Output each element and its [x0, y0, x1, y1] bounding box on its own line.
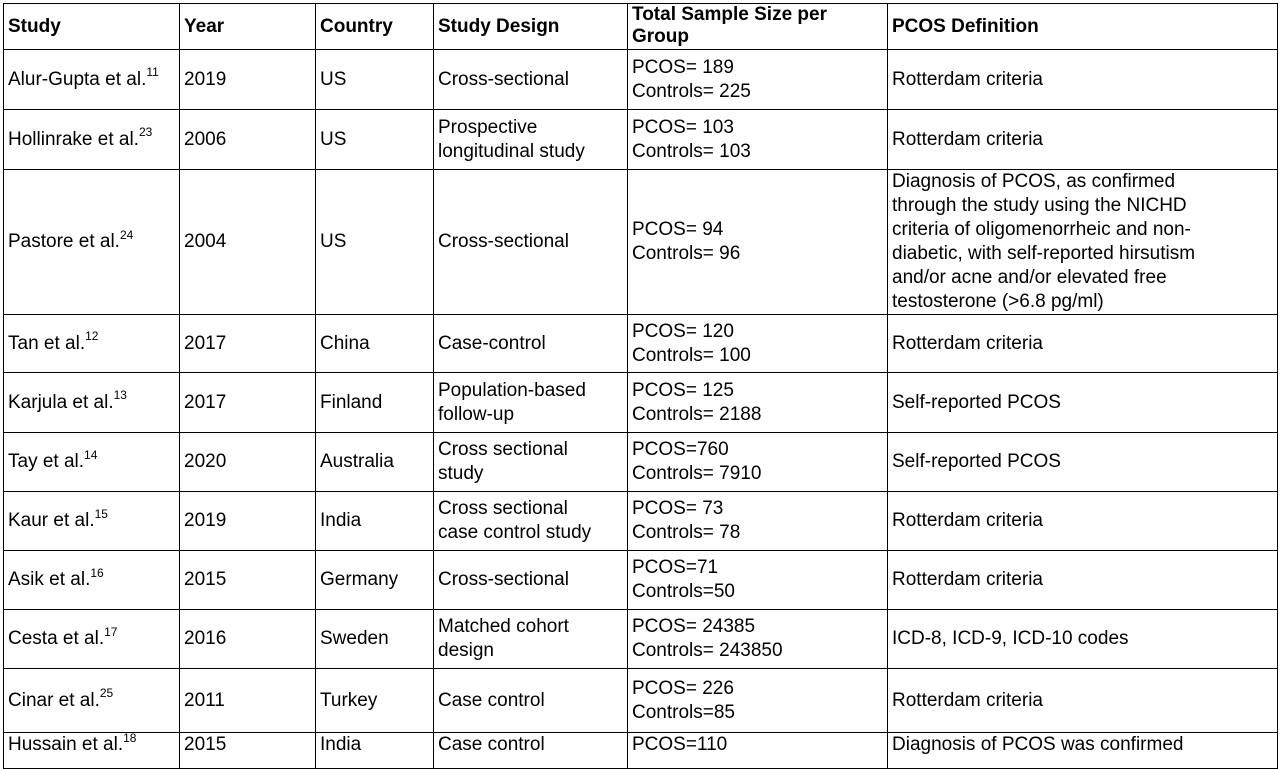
cell-sample-size-line: PCOS= 120	[632, 320, 734, 342]
studies-table	[3, 3, 1278, 769]
cell-sample-size-line: PCOS= 125	[632, 379, 734, 401]
study-name: Hussain et al.	[8, 734, 124, 755]
cell-country: US	[316, 50, 434, 110]
study-name: Alur-Gupta et al.	[8, 68, 147, 90]
cell-year: 2017	[180, 315, 316, 373]
cell-year: 2006	[180, 110, 316, 170]
header-pcos-definition: PCOS Definition	[888, 4, 1278, 50]
cell-country: Australia	[316, 433, 434, 492]
cell-study-design-line: longitudinal study	[438, 140, 585, 162]
study-name: Hollinrake et al.	[8, 128, 139, 150]
cell-pcos-definition-line: Rotterdam criteria	[892, 68, 1043, 90]
table-row	[4, 492, 1278, 551]
cell-sample-size-line: Controls= 7910	[632, 463, 762, 484]
cell-study-design	[434, 50, 628, 110]
reference-number: 14	[84, 447, 98, 462]
table-row	[4, 669, 1278, 733]
cell-country: China	[316, 315, 434, 373]
cell-study-design-line: Matched cohort	[438, 616, 569, 637]
table-header-row	[4, 4, 1278, 50]
cell-pcos-definition-line: Rotterdam criteria	[892, 128, 1043, 150]
cell-pcos-definition	[888, 551, 1278, 610]
cell-sample-size	[628, 733, 888, 769]
cell-country: Sweden	[316, 610, 434, 669]
reference-number: 15	[94, 506, 108, 521]
header-country: Country	[316, 4, 434, 50]
cell-study-design-line: case control study	[438, 522, 592, 543]
header-year: Year	[180, 4, 316, 50]
study-name: Tay et al.	[8, 451, 85, 472]
table-row	[4, 50, 1278, 110]
cell-study	[4, 551, 180, 610]
reference-number: 16	[90, 565, 104, 580]
study-name: Asik et al.	[8, 569, 91, 590]
study-name: Cinar et al.	[8, 689, 100, 711]
table-row	[4, 110, 1278, 170]
cell-sample-size	[628, 669, 888, 733]
cell-sample-size	[628, 433, 888, 492]
cell-year: 2015	[180, 551, 316, 610]
cell-study	[4, 50, 180, 110]
reference-number: 18	[123, 732, 137, 745]
cell-pcos-definition	[888, 50, 1278, 110]
table-row	[4, 433, 1278, 492]
table-row	[4, 551, 1278, 610]
reference-number: 12	[85, 329, 99, 344]
cell-sample-size	[628, 551, 888, 610]
header-study-design: Study Design	[434, 4, 628, 50]
cell-sample-size-line: Controls= 100	[632, 344, 751, 366]
cell-sample-size-line: Controls= 78	[632, 522, 741, 543]
cell-country: Germany	[316, 551, 434, 610]
cell-study-design-line: Cross-sectional	[438, 68, 569, 90]
cell-pcos-definition	[888, 110, 1278, 170]
cell-study-design-line: Cross sectional	[438, 498, 568, 519]
cell-study	[4, 315, 180, 373]
cell-sample-size-line: Controls=50	[632, 581, 735, 602]
cell-pcos-definition-line: Diagnosis of PCOS, as confirmed	[892, 171, 1176, 192]
cell-study-design	[434, 610, 628, 669]
cell-sample-size	[628, 170, 888, 315]
cell-study-design	[434, 373, 628, 433]
cell-sample-size-line: PCOS=110	[632, 734, 728, 755]
cell-pcos-definition-line: diabetic, with self-reported hirsutism	[892, 243, 1196, 264]
cell-study-design-line: Cross sectional	[438, 439, 568, 460]
cell-sample-size-line: PCOS=760	[632, 439, 729, 460]
reference-number: 23	[138, 125, 153, 140]
cell-study	[4, 492, 180, 551]
cell-study-design-line: Case control	[438, 689, 545, 711]
table-row	[4, 373, 1278, 433]
cell-study	[4, 373, 180, 433]
cell-study-design-line: Population-based	[438, 379, 586, 401]
cell-study	[4, 170, 180, 315]
cell-pcos-definition-line: ICD-8, ICD-9, ICD-10 codes	[892, 628, 1129, 649]
cell-pcos-definition	[888, 315, 1278, 373]
cell-pcos-definition	[888, 373, 1278, 433]
cell-pcos-definition	[888, 733, 1278, 769]
cell-study	[4, 733, 180, 769]
cell-sample-size-line: Controls= 243850	[632, 640, 783, 661]
table-row	[4, 315, 1278, 373]
cell-year: 2019	[180, 50, 316, 110]
cell-pcos-definition-line: and/or acne and/or elevated free	[892, 267, 1167, 288]
cell-pcos-definition	[888, 610, 1278, 669]
cell-study-design-line: Cross-sectional	[438, 569, 569, 590]
cell-year: 2017	[180, 373, 316, 433]
header-sample-size: Total Sample Size per Group	[628, 4, 888, 50]
table-body	[4, 50, 1278, 769]
cell-country: US	[316, 170, 434, 315]
cell-sample-size-line: PCOS= 94	[632, 219, 724, 240]
study-name: Tan et al.	[8, 332, 86, 354]
cell-sample-size-line: PCOS=71	[632, 557, 719, 578]
cell-year: 2004	[180, 170, 316, 315]
cell-pcos-definition	[888, 433, 1278, 492]
cell-country: Turkey	[316, 669, 434, 733]
cell-pcos-definition-line: Rotterdam criteria	[892, 569, 1043, 590]
cell-study	[4, 610, 180, 669]
cell-sample-size-line: Controls= 96	[632, 243, 741, 264]
cell-pcos-definition	[888, 669, 1278, 733]
cell-study-design	[434, 433, 628, 492]
reference-number: 24	[119, 227, 134, 242]
cell-study-design-line: design	[438, 640, 494, 661]
reference-number: 17	[104, 624, 118, 639]
cell-pcos-definition-line: testosterone (>6.8 pg/ml)	[892, 291, 1104, 312]
cell-study-design-line: Prospective	[438, 116, 538, 138]
cell-country: Finland	[316, 373, 434, 433]
study-name: Kaur et al.	[8, 510, 95, 531]
cell-sample-size	[628, 315, 888, 373]
cell-country: India	[316, 492, 434, 551]
cell-study	[4, 110, 180, 170]
cell-pcos-definition-line: Rotterdam criteria	[892, 510, 1043, 531]
cell-year: 2016	[180, 610, 316, 669]
cell-study-design-line: follow-up	[438, 403, 515, 425]
cell-sample-size-line: PCOS= 24385	[632, 616, 756, 637]
cell-year: 2020	[180, 433, 316, 492]
reference-number: 25	[99, 686, 114, 701]
study-name: Karjula et al.	[8, 391, 114, 413]
cell-study-design	[434, 733, 628, 769]
cell-study-design	[434, 669, 628, 733]
table-row	[4, 610, 1278, 669]
study-name: Pastore et al.	[8, 231, 120, 252]
cell-country: US	[316, 110, 434, 170]
cell-sample-size	[628, 373, 888, 433]
study-name: Cesta et al.	[8, 628, 105, 649]
cell-pcos-definition-line: Rotterdam criteria	[892, 332, 1043, 354]
cell-pcos-definition-line: through the study using the NICHD	[892, 195, 1187, 216]
cell-sample-size-line: Controls= 2188	[632, 403, 762, 425]
cell-study-design-line: Cross-sectional	[438, 231, 569, 252]
cell-pcos-definition-line: criteria of oligomenorrheic and non-	[892, 219, 1191, 240]
table-row	[4, 170, 1278, 315]
cell-sample-size-line: PCOS= 226	[632, 677, 734, 699]
cell-pcos-definition-line: Rotterdam criteria	[892, 689, 1043, 711]
cell-study	[4, 433, 180, 492]
cell-study	[4, 669, 180, 733]
cell-pcos-definition-line: Diagnosis of PCOS was confirmed	[892, 734, 1184, 755]
cell-study-design-line: study	[438, 463, 484, 484]
cell-sample-size-line: PCOS= 103	[632, 116, 734, 138]
cell-pcos-definition-line: Self-reported PCOS	[892, 391, 1061, 413]
cell-sample-size-line: Controls= 103	[632, 140, 751, 162]
cell-year: 2019	[180, 492, 316, 551]
cell-pcos-definition-line: Self-reported PCOS	[892, 451, 1061, 472]
cell-sample-size	[628, 50, 888, 110]
cell-year: 2011	[180, 669, 316, 733]
cell-study-design	[434, 110, 628, 170]
cell-pcos-definition	[888, 170, 1278, 315]
cell-sample-size-line: PCOS= 73	[632, 498, 724, 519]
cell-year: 2015	[180, 733, 316, 769]
reference-number: 11	[146, 65, 159, 80]
cell-sample-size	[628, 492, 888, 551]
table-row	[4, 733, 1278, 769]
cell-study-design	[434, 492, 628, 551]
cell-sample-size-line: Controls=85	[632, 701, 735, 723]
cell-sample-size	[628, 610, 888, 669]
reference-number: 13	[113, 388, 127, 403]
cell-pcos-definition	[888, 492, 1278, 551]
cell-study-design	[434, 315, 628, 373]
cell-study-design	[434, 170, 628, 315]
cell-study-design-line: Case-control	[438, 332, 546, 354]
cell-country: India	[316, 733, 434, 769]
cell-study-design-line: Case control	[438, 734, 545, 755]
cell-study-design	[434, 551, 628, 610]
header-study: Study	[4, 4, 180, 50]
cell-sample-size-line: Controls= 225	[632, 80, 751, 102]
cell-sample-size-line: PCOS= 189	[632, 56, 734, 78]
cell-sample-size	[628, 110, 888, 170]
